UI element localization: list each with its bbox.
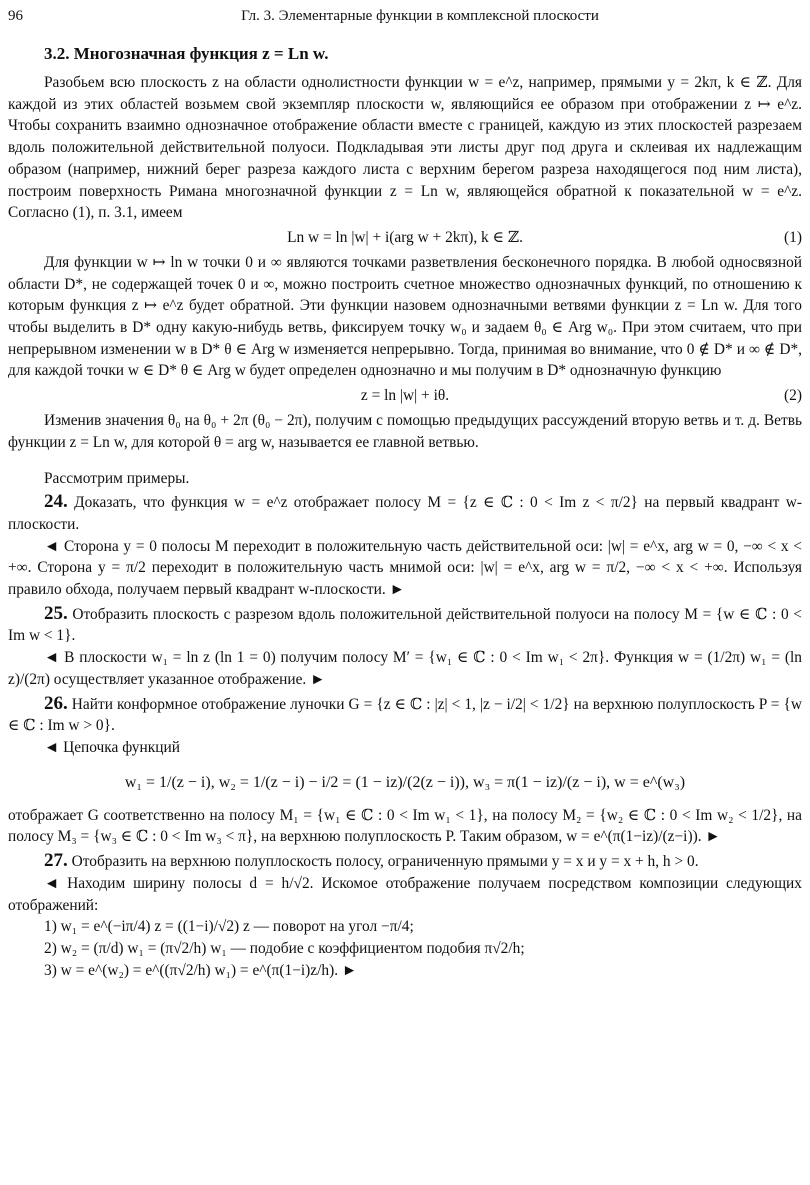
problem-25-solution: ◄ В плоскости w₁ = ln z (ln 1 = 0) получим полосу M′ = {w₁ ∈ ℂ : 0 < Im w₁ < 2π}. Функция w = (1/2π) w₁ = (ln z)/(2π) осуществляет указанное отображение. ► [8, 649, 802, 688]
formula-1-body: Ln w = ln |w| + i(arg w + 2kπ), k ∈ ℤ. [287, 228, 523, 246]
section-heading: 3.2. Многозначная функция z = Ln w. [44, 44, 329, 63]
problem-26-solution-start: ◄ Цепочка функций [44, 738, 180, 756]
problem-24-number: 24. [44, 491, 68, 513]
problem-26-formula: w₁ = 1/(z − i), w₂ = 1/(z − i) − i/2 = (1 − iz)/(2(z − i)), w₃ = π(1 − iz)/(z − i), w = e^(w₃) [124, 773, 686, 791]
problem-25-number: 25. [44, 602, 68, 624]
problem-27-text: Отобразить на верхнюю полуплоскость полосу, ограниченную прямыми y = x и y = x + h, h > 0. [71, 853, 699, 871]
problem-27-number: 27. [44, 850, 68, 872]
problem-27-statement [8, 850, 802, 873]
problem-24-statement [8, 491, 802, 535]
paragraph-main-branch: Изменив значения θ₀ на θ₀ + 2π (θ₀ − 2π), получим с помощью предыдущих рассуждений вторую ветвь и т. д. Ветвь функции z = Ln w, для которой θ = arg w, называется ее главной ветвью. [8, 412, 802, 451]
equation-number-2: (2) [784, 387, 802, 405]
paragraph-branches: Для функции w ↦ ln w точки 0 и ∞ являются точками разветвления бесконечного порядка. В любой односвязной области D*, не содержащей точек 0 и ∞, можно построить счетное множество однозначных функций, по отношению к которым функция z ↦ e^z будет обратной. Эти функции назовем однозначными ветвями функции z = Ln w. Для того чтобы выделить в D* одну какую-нибудь ветвь, фиксируем точку w₀ и задаем θ₀ ∈ Arg w₀. При этом считаем, что при непрерывном изменении w в D* θ ∈ Arg w изменяется непрерывно. Тогда, принимая во внимание, что 0 ∉ D* и ∞ ∉ D*, для каждой точки w ∈ D* θ ∈ Arg w будет определен однозначно и мы получим в D* однозначную функцию [8, 253, 802, 380]
problem-26-number: 26. [44, 692, 68, 714]
problem-24-text: Доказать, что функция w = e^z отображает полосу M = {z ∈ ℂ : 0 < Im z < π/2} на первый квадрант w-плоскости. [8, 494, 802, 533]
paragraph-riemann-surface: Разобьем всю плоскость z на области однолистности функции w = e^z, например, прямыми y = 2kπ, k ∈ ℤ. Для каждой из этих областей возьмем свой экземпляр плоскости w, являющийся ее образом при отображении z ↦ e^z. Чтобы сохранить взаимно однозначное отображение области вместе с границей, каждую из этих плоскостей разрезаем вдоль положительной действительной полуоси. Подкладывая эти листы друг под друга и склеивая их надлежащим образом (например, нижний берег разреза каждого листа с верхним берегом разреза находящегося под ним листа), построим поверхность Римана многозначной функции z = Ln w, являющейся обратной к показательной w = e^z. Согласно (1), п. 3.1, имеем [8, 74, 802, 222]
formula-2 [8, 385, 802, 407]
problem-27-solution-start: ◄ Находим ширину полосы d = h/√2. Искомое отображение получаем посредством композиции следующих отображений: [8, 874, 802, 914]
running-head [8, 6, 802, 30]
running-title: Гл. 3. Элементарные функции в комплексной плоскости [241, 8, 599, 24]
problem-26-statement [8, 693, 802, 737]
problem-25-text: Отобразить плоскость с разрезом вдоль положительной действительной полуоси на полосу M = {w ∈ ℂ : 0 < Im w < 1}. [8, 605, 802, 645]
problem-27-step-2: 2) w₂ = (π/d) w₁ = (π√2/h) w₁ — подобие с коэффициентом подобия π√2/h; [44, 939, 525, 957]
problem-26-solution-end: отображает G соответственно на полосу M₁ = {w₁ ∈ ℂ : 0 < Im w₁ < 1}, на полосу M₂ = {w₂ ∈ ℂ : 0 < Im w₂ < 1/2}, на полосу M₃ = {w₃ ∈ ℂ : 0 < Im w₃ < π}, на верхнюю полуплоскость P. Таким образом, w = e^(π(1−iz)/(z−i)). ► [8, 806, 802, 846]
formula-1 [8, 227, 802, 249]
problem-27-step-1: 1) w₁ = e^(−iπ/4) z = ((1−i)/√2) z — поворот на угол −π/4; [44, 918, 414, 936]
equation-number-1: (1) [784, 228, 802, 246]
problem-26-text: Найти конформное отображение луночки G = {z ∈ ℂ : |z| < 1, |z − i/2| < 1/2} на верхнюю полуплоскость P = {w ∈ ℂ : Im w > 0}. [8, 695, 802, 735]
problem-27-step-3: 3) w = e^(w₂) = e^((π√2/h) w₁) = e^(π(1−i)z/h). ► [44, 961, 358, 979]
page-number: 96 [8, 8, 23, 24]
formula-2-body: z = ln |w| + iθ. [360, 387, 450, 405]
spacer [8, 454, 802, 468]
examples-intro: Рассмотрим примеры. [44, 469, 190, 487]
problem-25-statement [8, 603, 802, 647]
problem-24-solution: ◄ Сторона y = 0 полосы M переходит в положительную часть действительной оси: |w| = e^x, arg w = 0, −∞ < x < +∞. Сторона y = π/2 переходит в положительную часть мнимой оси: |w| = e^x, arg w = π/2, −∞ < x < +∞. Используя правило обхода, получаем первый квадрант w-плоскости. ► [8, 537, 802, 599]
